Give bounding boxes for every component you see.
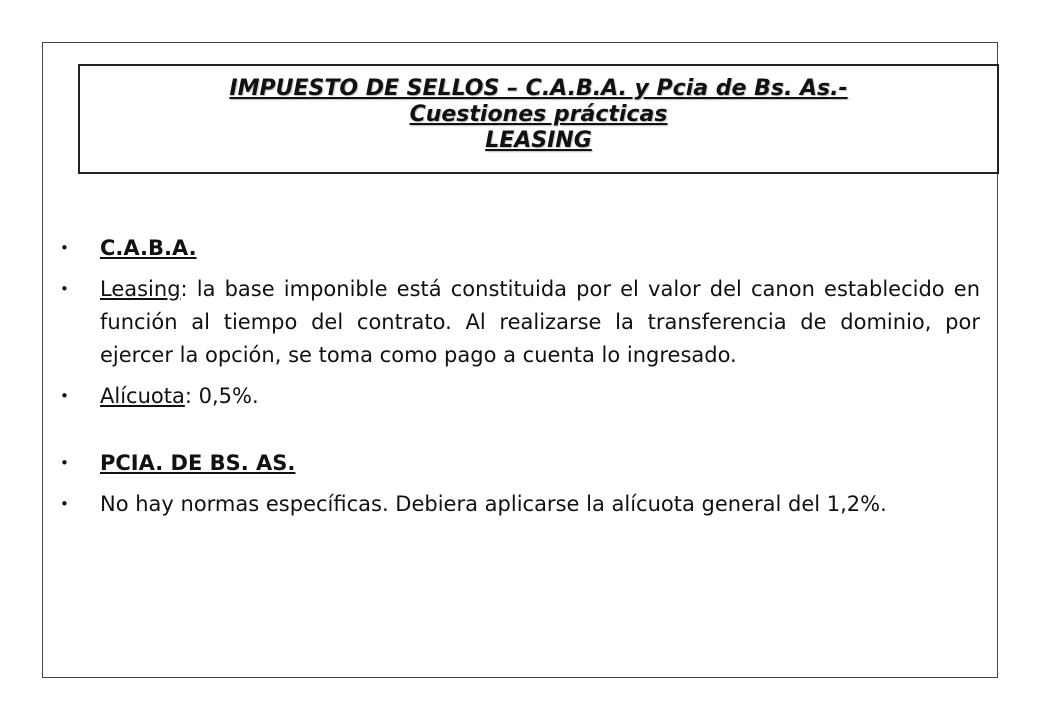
bullet-icon: • xyxy=(60,454,69,472)
bullet-pcia-heading xyxy=(60,447,980,480)
title-line-2: Cuestiones prácticas xyxy=(409,102,668,127)
caba-heading: C.A.B.A. xyxy=(100,236,197,260)
bullet-icon: • xyxy=(60,239,69,257)
alicuota-label: Alícuota xyxy=(100,384,185,408)
alicuota-text: : 0,5%. xyxy=(184,384,259,408)
title-line-3: LEASING xyxy=(485,128,592,153)
bullet-list xyxy=(60,232,980,529)
title-box xyxy=(78,64,999,174)
bullet-alicuota xyxy=(60,380,980,413)
bullet-icon: • xyxy=(60,495,69,513)
pcia-heading: PCIA. DE BS. AS. xyxy=(100,451,296,475)
leasing-text: : la base imponible está constituida por el valor del canon establecido en función al tiempo del contrato. Al realizarse la transferencia de dominio, por ejercer la opción, se toma como pago a cuenta lo ingresado. xyxy=(100,277,980,367)
leasing-label: Leasing xyxy=(100,277,181,301)
bullet-leasing xyxy=(60,273,980,372)
bullet-pcia-text xyxy=(60,488,980,521)
bullet-icon: • xyxy=(60,280,69,298)
pcia-text: No hay normas específicas. Debiera aplicarse la alícuota general del 1,2%. xyxy=(100,492,887,516)
bullet-caba-heading xyxy=(60,232,980,265)
title-line-1: IMPUESTO DE SELLOS – C.A.B.A. y Pcia de Bs. As.- xyxy=(229,76,848,101)
bullet-icon: • xyxy=(60,387,69,405)
